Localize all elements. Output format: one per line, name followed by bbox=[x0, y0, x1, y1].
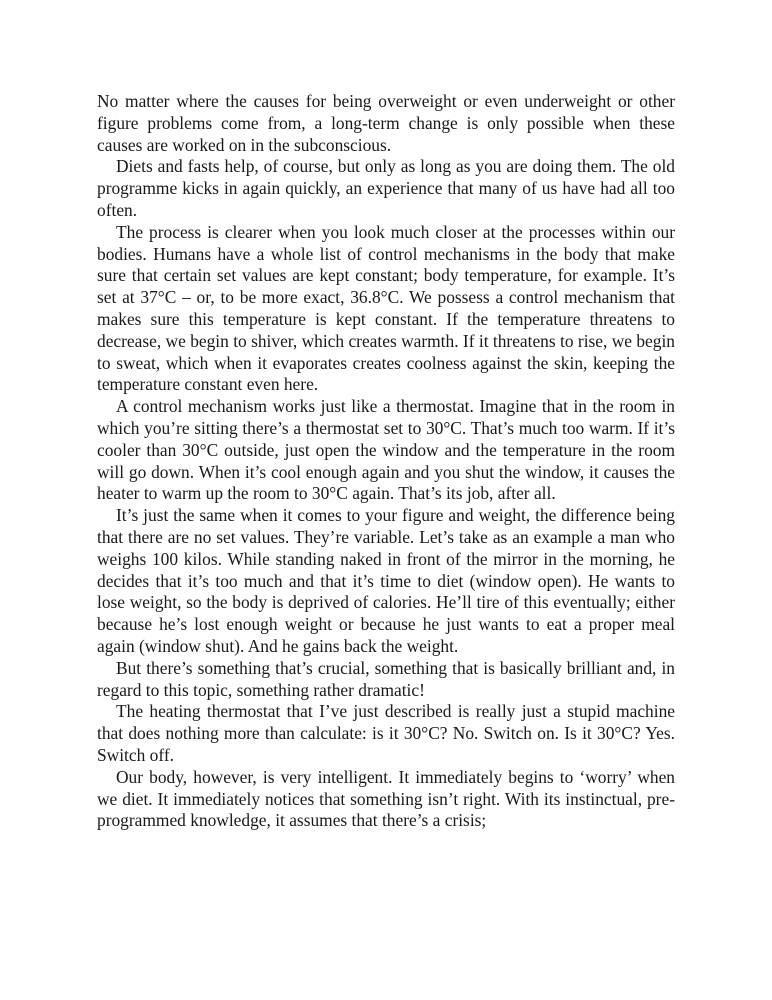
paragraph-5: It’s just the same when it comes to your figure and weight, the difference being that there are no set values. They’re variable. Let’s take as an example a man who weighs 100 kilos. While standing naked in front of the mirror in the morning, he decides that it’s too much and that it’s time to diet (window open). He wants to lose weight, so the body is deprived of calories. He’ll tire of this eventually; either because he’s lost enough weight or because he just wants to eat a proper meal again (window shut). And he gains back the weight. bbox=[97, 505, 675, 656]
document-page bbox=[97, 91, 675, 832]
paragraph-8: Our body, however, is very intelligent. It immediately begins to ‘worry’ when we diet. It immediately notices that something isn’t right. With its instinctual, pre-programmed knowledge, it assumes that there’s a crisis; bbox=[97, 766, 675, 831]
paragraph-6: But there’s something that’s crucial, something that is basically brilliant and, in regard to this topic, something rather dramatic! bbox=[97, 657, 675, 700]
paragraph-4: A control mechanism works just like a thermostat. Imagine that in the room in which you’re sitting there’s a thermostat set to 30°C. That’s much too warm. If it’s cooler than 30°C outside, just open the window and the temperature in the room will go down. When it’s cool enough again and you shut the window, it causes the heater to warm up the room to 30°C again. That’s its job, after all. bbox=[97, 396, 675, 504]
paragraph-3: The process is clearer when you look much closer at the processes within our bodies. Humans have a whole list of control mechanisms in the body that make sure that certain set values are kept constant; body temperature, for example. It’s set at 37°C – or, to be more exact, 36.8°C. We possess a control mechanism that makes sure this temperature is kept constant. If the temperature threatens to decrease, we begin to shiver, which creates warmth. If it threatens to rise, we begin to sweat, which when it evaporates creates coolness against the skin, keeping the temperature constant even here. bbox=[97, 221, 675, 395]
paragraph-1: No matter where the causes for being overweight or even underweight or other figure problems come from, a long-term change is only possible when these causes are worked on in the subconscious. bbox=[97, 91, 675, 155]
paragraph-7: The heating thermostat that I’ve just described is really just a stupid machine that does nothing more than calculate: is it 30°C? No. Switch on. Is it 30°C? Yes. Switch off. bbox=[97, 701, 675, 765]
paragraph-2: Diets and fasts help, of course, but only as long as you are doing them. The old programme kicks in again quickly, an experience that many of us have had all too often. bbox=[97, 156, 675, 220]
